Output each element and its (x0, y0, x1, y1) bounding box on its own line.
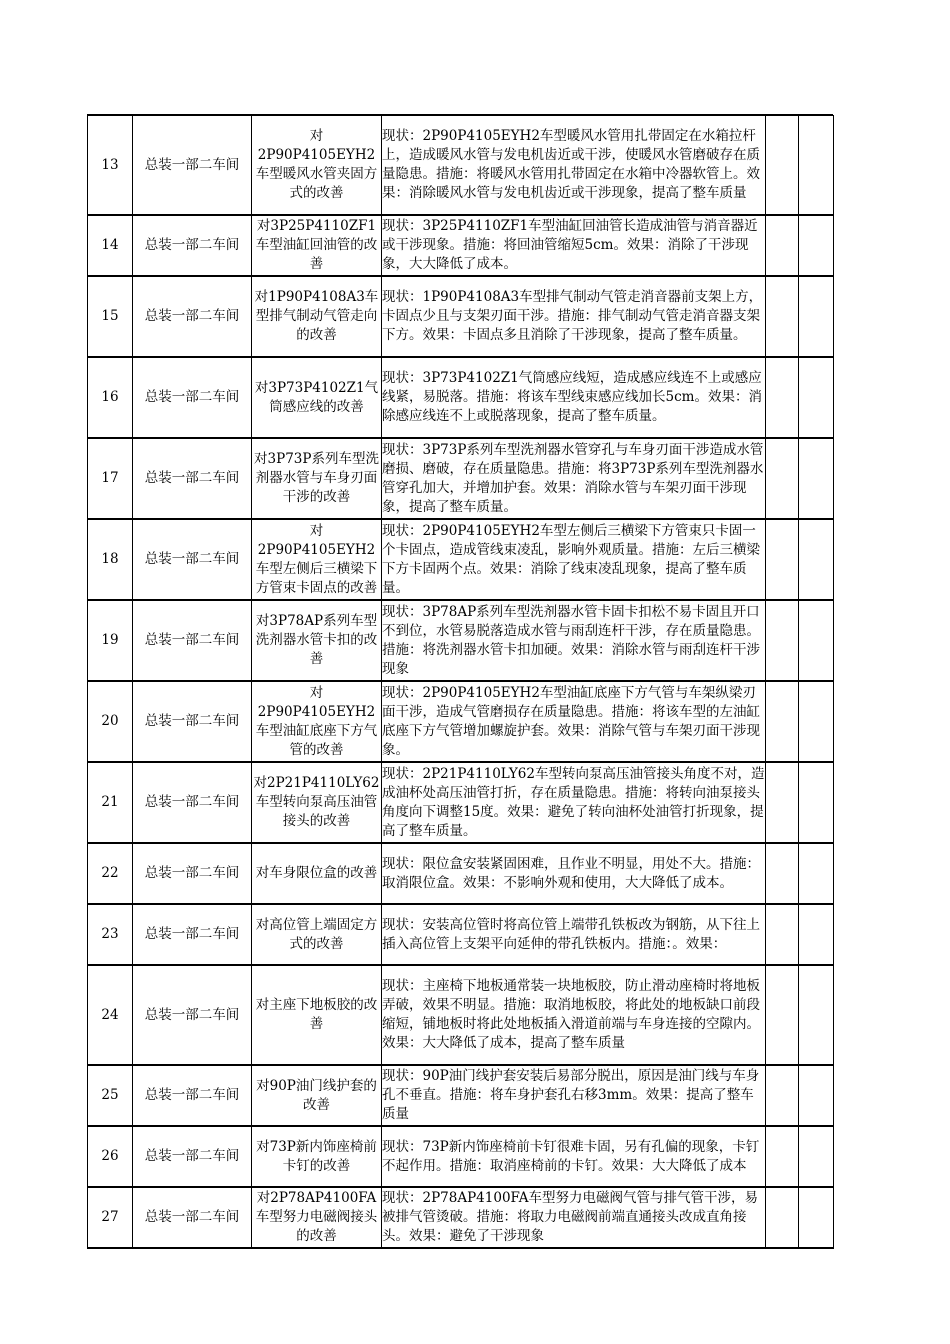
empty-cell (766, 600, 799, 681)
description-cell: 现状：3P78AP系列车型洗剂器水管卡固卡扣松不易卡固且开口不到位，水管易脱落造成水管与雨刮连杆干涉，存在质量隐患。措施：将洗剂器水管卡扣加硬。效果：消除水管与雨刮连杆干涉现象 (382, 600, 766, 681)
row-number: 27 (88, 1187, 133, 1248)
empty-cell (766, 357, 799, 438)
row-number: 24 (88, 965, 133, 1065)
description-cell: 现状：73P新内饰座椅前卡钉很难卡固，另有孔偏的现象，卡钉不起作用。措施：取消座椅前的卡钉。效果：大大降低了成本 (382, 1126, 766, 1187)
improvement-title-cell: 对1P90P4108A3车型排气制动气管走向的改善 (252, 276, 382, 357)
empty-cell (766, 681, 799, 762)
description-cell: 现状：主座椅下地板通常装一块地板胶，防止滑动座椅时将地板弄破，效果不明显。措施：取消地板胶，将此处的地板缺口前段缩短，铺地板时将此处地板插入滑道前端与车身连接的空隙内。效果：大大降低了成本，提高了整车质量 (382, 965, 766, 1065)
description-cell: 现状：3P73P系列车型洗剂器水管穿孔与车身刃面干涉造成水管磨损、磨破，存在质量隐患。措施：将3P73P系列车型洗剂器水管穿孔加大，并增加护套。效果：消除水管与车架刃面干涉现象，提高了整车质量。 (382, 438, 766, 519)
table-row (88, 116, 834, 216)
empty-cell (799, 1065, 834, 1126)
row-number: 25 (88, 1065, 133, 1126)
empty-cell (766, 519, 799, 600)
empty-cell (766, 762, 799, 843)
department-cell: 总装一部二车间 (133, 600, 252, 681)
table-row (88, 438, 834, 519)
description-cell: 现状：2P90P4105EYH2车型油缸底座下方气管与车架纵梁刃面干涉，造成气管磨损存在质量隐患。措施：将该车型的左油缸底座下方气管增加螺旋护套。效果：消除气管与车架刃面干涉现象。 (382, 681, 766, 762)
row-number: 17 (88, 438, 133, 519)
empty-cell (799, 600, 834, 681)
department-cell: 总装一部二车间 (133, 215, 252, 276)
row-number: 15 (88, 276, 133, 357)
empty-cell (799, 438, 834, 519)
description-cell: 现状：2P78AP4100FA车型努力电磁阀气管与排气管干涉，易被排气管烫破。措施：将取力电磁阀前端直通接头改成直角接头。效果：避免了干涉现象 (382, 1187, 766, 1248)
department-cell: 总装一部二车间 (133, 519, 252, 600)
improvement-title-cell: 对3P78AP系列车型洗剂器水管卡扣的改善 (252, 600, 382, 681)
table-row (88, 965, 834, 1065)
description-cell: 现状：3P73P4102Z1气筒感应线短，造成感应线连不上或感应线紧，易脱落。措施：将该车型线束感应线加长5cm。效果：消除感应线连不上或脱落现象，提高了整车质量。 (382, 357, 766, 438)
empty-cell (799, 965, 834, 1065)
department-cell: 总装一部二车间 (133, 762, 252, 843)
empty-cell (799, 681, 834, 762)
improvement-title-cell: 对2P21P4110LY62车型转向泵高压油管接头的改善 (252, 762, 382, 843)
table-row (88, 681, 834, 762)
table-row (88, 276, 834, 357)
department-cell: 总装一部二车间 (133, 357, 252, 438)
empty-cell (799, 519, 834, 600)
department-cell: 总装一部二车间 (133, 681, 252, 762)
improvement-title-cell: 对车身限位盒的改善 (252, 843, 382, 904)
description-cell: 现状：2P90P4105EYH2车型暖风水管用扎带固定在水箱拉杆上，造成暖风水管与发电机齿近或干涉，使暖风水管磨破存在质量隐患。措施：将暖风水管用扎带固定在水箱中冷器软管上。效果：消除暖风水管与发电机齿近或干涉现象，提高了整车质量 (382, 116, 766, 216)
department-cell: 总装一部二车间 (133, 843, 252, 904)
row-number: 18 (88, 519, 133, 600)
department-cell: 总装一部二车间 (133, 1126, 252, 1187)
empty-cell (799, 762, 834, 843)
improvement-title-cell: 对主座下地板胶的改善 (252, 965, 382, 1065)
department-cell: 总装一部二车间 (133, 1065, 252, 1126)
row-number: 20 (88, 681, 133, 762)
table-row (88, 1065, 834, 1126)
row-number: 23 (88, 904, 133, 965)
empty-cell (766, 1065, 799, 1126)
empty-cell (799, 357, 834, 438)
improvement-title-cell: 对3P73P系列车型洗剂器水管与车身刃面干涉的改善 (252, 438, 382, 519)
table-row (88, 904, 834, 965)
improvement-title-cell: 对2P90P4105EYH2车型暖风水管夹固方式的改善 (252, 116, 382, 216)
table-row (88, 215, 834, 276)
improvement-table (87, 115, 834, 1249)
improvement-title-cell: 对2P90P4105EYH2车型左侧后三横梁下方管束卡固点的改善 (252, 519, 382, 600)
table-row (88, 519, 834, 600)
improvement-title-cell: 对3P25P4110ZF1车型油缸回油管的改善 (252, 215, 382, 276)
empty-cell (766, 1126, 799, 1187)
empty-cell (766, 1187, 799, 1248)
description-cell: 现状：1P90P4108A3车型排气制动气管走消音器前支架上方，卡固点少且与支架刃面干涉。措施：排气制动气管走消音器支架下方。效果：卡固点多且消除了干涉现象，提高了整车质量。 (382, 276, 766, 357)
row-number: 14 (88, 215, 133, 276)
empty-cell (766, 965, 799, 1065)
empty-cell (766, 116, 799, 216)
improvement-title-cell: 对3P73P4102Z1气筒感应线的改善 (252, 357, 382, 438)
description-cell: 现状：2P21P4110LY62车型转向泵高压油管接头角度不对，造成油杯处高压油管打折，存在质量隐患。措施：将转向油泵接头角度向下调整15度。效果：避免了转向油杯处油管打折现象，提高了整车质量。 (382, 762, 766, 843)
table-row (88, 762, 834, 843)
empty-cell (799, 1187, 834, 1248)
table-row (88, 357, 834, 438)
department-cell: 总装一部二车间 (133, 276, 252, 357)
department-cell: 总装一部二车间 (133, 904, 252, 965)
table-row (88, 1187, 834, 1248)
empty-cell (799, 904, 834, 965)
empty-cell (766, 276, 799, 357)
empty-cell (766, 215, 799, 276)
improvement-title-cell: 对2P90P4105EYH2车型油缸底座下方气管的改善 (252, 681, 382, 762)
department-cell: 总装一部二车间 (133, 438, 252, 519)
row-number: 21 (88, 762, 133, 843)
empty-cell (799, 215, 834, 276)
table-row (88, 600, 834, 681)
row-number: 16 (88, 357, 133, 438)
department-cell: 总装一部二车间 (133, 116, 252, 216)
improvement-title-cell: 对高位管上端固定方式的改善 (252, 904, 382, 965)
empty-cell (766, 904, 799, 965)
department-cell: 总装一部二车间 (133, 1187, 252, 1248)
row-number: 13 (88, 116, 133, 216)
row-number: 22 (88, 843, 133, 904)
table-row (88, 843, 834, 904)
row-number: 26 (88, 1126, 133, 1187)
empty-cell (799, 116, 834, 216)
empty-cell (766, 843, 799, 904)
improvement-title-cell: 对73P新内饰座椅前卡钉的改善 (252, 1126, 382, 1187)
description-cell: 现状：90P油门线护套安装后易部分脱出，原因是油门线与车身孔不垂直。措施：将车身护套孔右移3mm。效果：提高了整车质量 (382, 1065, 766, 1126)
improvement-title-cell: 对90P油门线护套的改善 (252, 1065, 382, 1126)
department-cell: 总装一部二车间 (133, 965, 252, 1065)
improvement-title-cell: 对2P78AP4100FA车型努力电磁阀接头的改善 (252, 1187, 382, 1248)
empty-cell (799, 1126, 834, 1187)
empty-cell (766, 438, 799, 519)
empty-cell (799, 276, 834, 357)
table-row (88, 1126, 834, 1187)
description-cell: 现状：2P90P4105EYH2车型左侧后三横梁下方管束只卡固一个卡固点，造成管线束凌乱，影响外观质量。措施：左后三横梁下方卡固两个点。效果：消除了线束凌乱现象，提高了整车质量。 (382, 519, 766, 600)
description-cell: 现状：安装高位管时将高位管上端带孔铁板改为钢筋，从下往上插入高位管上支架平向延伸的带孔铁板内。措施：。效果： (382, 904, 766, 965)
description-cell: 现状：3P25P4110ZF1车型油缸回油管长造成油管与消音器近或干涉现象。措施：将回油管缩短5cm。效果：消除了干涉现象，大大降低了成本。 (382, 215, 766, 276)
empty-cell (799, 843, 834, 904)
description-cell: 现状：限位盒安装紧固困难，且作业不明显，用处不大。措施：取消限位盒。效果：不影响外观和使用，大大降低了成本。 (382, 843, 766, 904)
row-number: 19 (88, 600, 133, 681)
